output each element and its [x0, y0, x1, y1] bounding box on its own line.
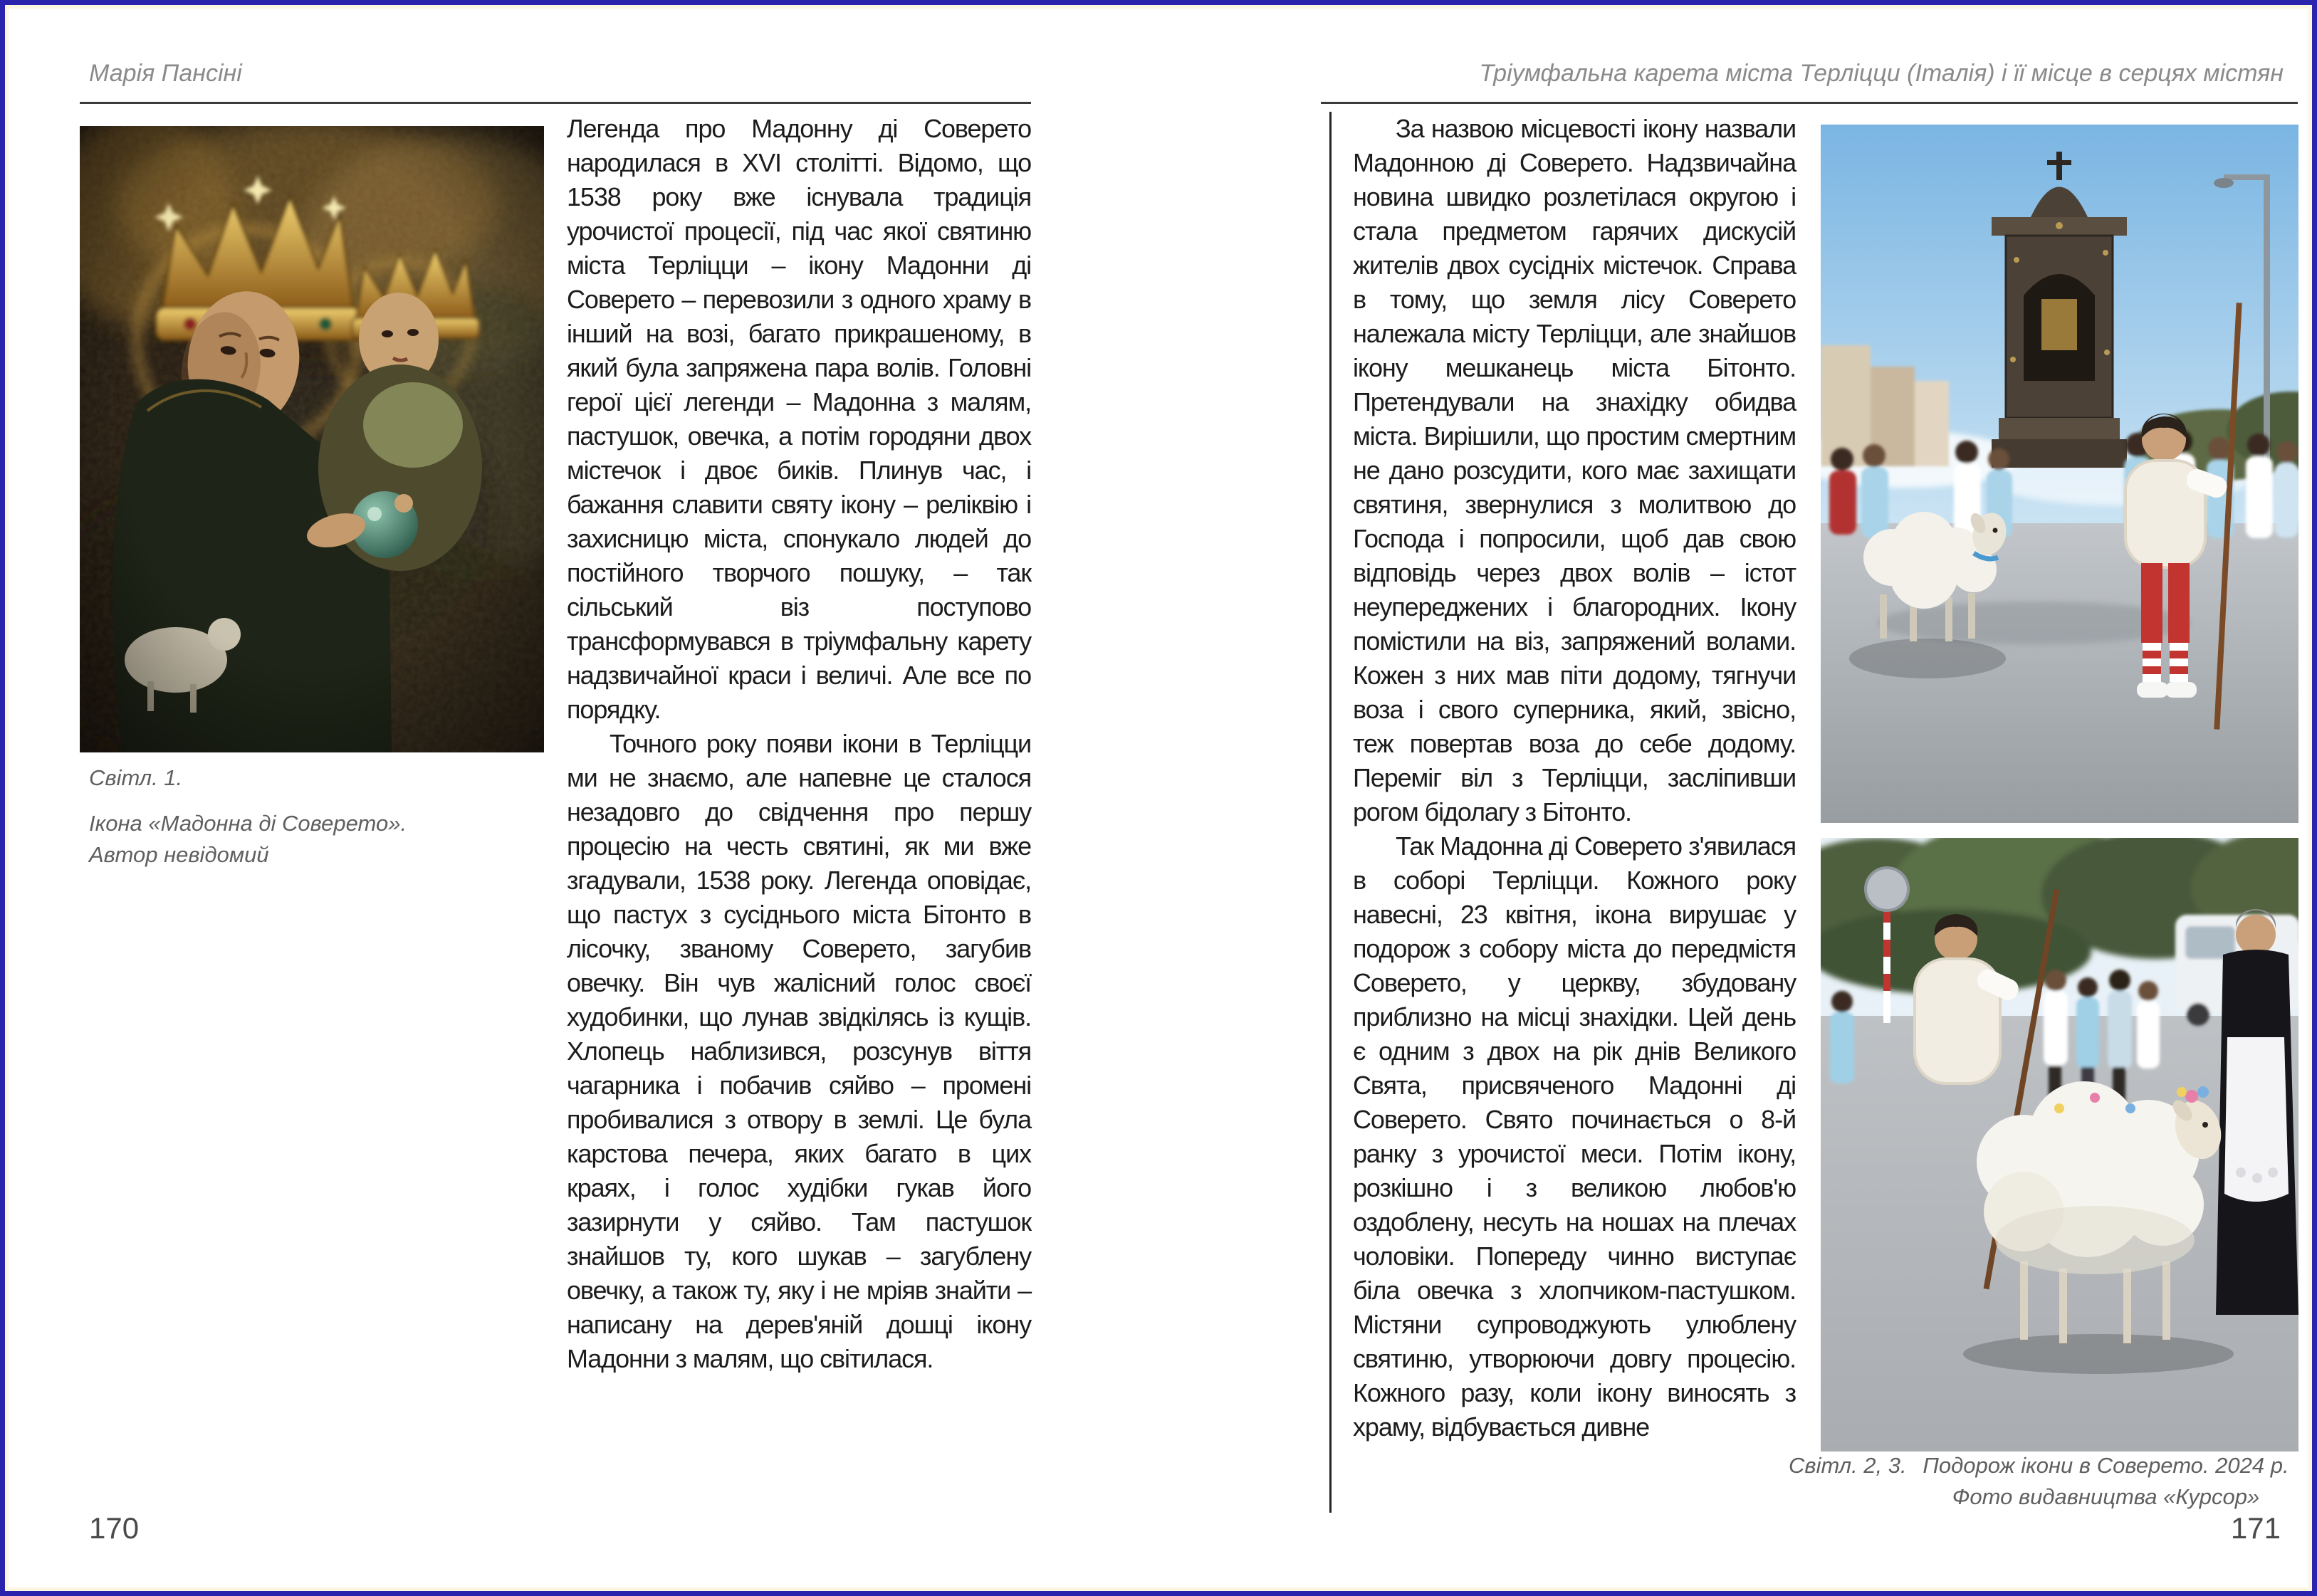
figures23-caption	[1789, 1450, 2298, 1513]
column-divider-rule	[1329, 112, 1332, 1513]
paragraph: Легенда про Мадонну ді Соверето народилася в XVI столітті. Відомо, що 1538 року вже існувала традиція урочистої процесії, під час якої святиню міста Терліцци – ікону Мадонни ді Соверето – перевозили з одного храму в інший на возі, багато прикрашеному, в який була запряжена пара волів. Головні герої цієї легенди – Мадонна з малям, пастушок, овечка, а потім городяни двох містечок і двоє биків. Плинув час, і бажання славити святу ікону – реліквію і захисницю міста, спонукало людей до постійного творчого пошуку, – так сільський віз поступово трансформувався в тріумфальну карету надзвичайної краси і величі. Але все по порядку.	[567, 114, 1031, 724]
figures23-caption-text	[1913, 1450, 2298, 1513]
paragraph: За назвою місцевості ікону назвали Мадонною ді Соверето. Надзвичайна новина швидко розлетілася округою і стала предметом гарячих дискусій жителів двох сусідніх містечок. Справа в тому, що земля лісу Соверето належала місту Терліцци, але знайшов ікону мешканець міста Бітонто. Претендували на знахідку обидва міста. Вирішили, що простим смертним не дано розсудити, кого має захищати святиня, звернулися з молитвою до Господа і попросили, щоб дав свою відповідь через двох волів – істот неупереджених і благородних. Ікону помістили на віз, запряжений волами. Кожен з них мав піти додому, тягнучи воза і свого суперника, який, звісно, теж повертав воза до себе додому. Переміг віл з Терліцци, засліпивши рогом бідолагу з Бітонто.	[1353, 114, 1796, 826]
running-head-left: Марія Пансіні	[89, 60, 242, 87]
procession-photo-bottom-figure	[1821, 838, 2298, 1451]
figures23-caption-line2: Фото видавництва «Курсор»	[1952, 1484, 2260, 1509]
madonna-icon-image	[80, 126, 544, 752]
page-number-right: 171	[2230, 1511, 2281, 1545]
figure1-caption-text	[89, 808, 530, 871]
paragraph: Точного року появи ікони в Терліцци ми не знаємо, але напевне це сталося незадовго до свідчення про першу процесію на честь святині, як ми вже згадували, 1538 року. Легенда оповідає, що пастух з сусіднього міста Бітонто в лісочку, званому Соверето, загубив овечку. Він чув жалісний голос своєї худобинки, що лунав звідкілясь із кущів. Хлопець наблизився, розсунув віття чагарника і побачив сяйво – промені пробивалися з отвору в землі. Це була карстова печера, яких багато в цих краях, і голос худібки гукав його зазирнути у сяйво. Там пастушок знайшов ту, кого шукав – загублену овечку, а також ту, яку і не мріяв знайти – написану на дерев'яній дошці ікону Мадонни з малям, що світилася.	[567, 729, 1031, 1373]
right-text-column	[1353, 112, 1796, 1444]
figure1-caption-label: Світл. 1.	[89, 765, 183, 790]
procession-photo-top-figure	[1821, 125, 2298, 823]
header-rule-right	[1321, 102, 2298, 104]
procession-photo-bottom	[1821, 838, 2298, 1451]
figure1-caption-line1: Ікона «Мадонна ді Соверето».	[89, 811, 407, 836]
procession-photo-top	[1821, 125, 2298, 823]
figures23-caption-label: Світл. 2, 3.	[1789, 1453, 1907, 1478]
page-number-left: 170	[89, 1511, 140, 1545]
running-head-right: Тріумфальна карета міста Терліцци (Італія) і її місце в серцях містян	[1479, 60, 2284, 87]
left-text-column	[567, 112, 1031, 1376]
priest	[2216, 909, 2298, 1315]
madonna-icon-figure	[80, 126, 544, 752]
paragraph: Так Мадонна ді Соверето з'явилася в соборі Терліцци. Кожного року навесні, 23 квітня, ікона вирушає у подорож з собору міста до передмістя Соверето, у церкву, збудовану приблизно на місці знахідки. Цей день є одним з двох на рік днів Великого Свята, присвяченого Мадонні ді Соверето. Свято починається о 8-й ранку з урочистої меси. Потім ікону, розкішно і з великою любов'ю оздоблену, несуть на ношах на плечах чоловіки. Попереду чинно виступає біла овечка з хлопчиком-пастушком. Містяни супроводжують улюблену святиню, утворюючи довгу процесію. Кожного разу, коли ікону виносять з храму, відбувається дивне	[1353, 831, 1796, 1442]
figures23-caption-line1: Подорож ікони в Соверето. 2024 р.	[1923, 1453, 2289, 1478]
header-rule-left	[80, 102, 1031, 104]
figure1-caption-line2: Автор невідомий	[89, 842, 269, 867]
